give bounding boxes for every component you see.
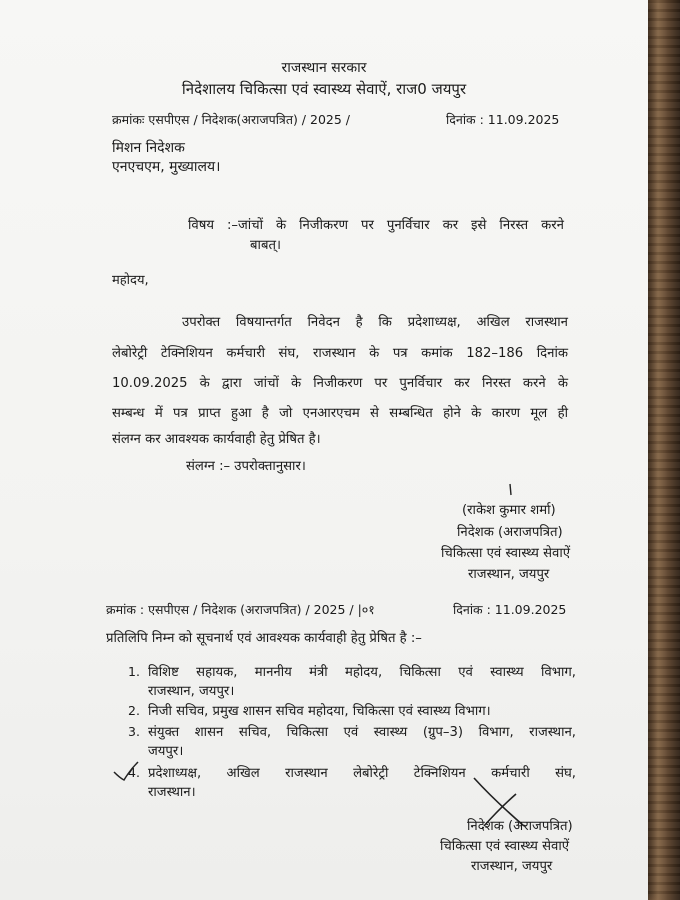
govt-heading: राजस्थान सरकार [281, 60, 367, 76]
recipient-title: मिशन निदेशक [112, 140, 185, 156]
copy-item-line: निजी सचिव, प्रमुख शासन सचिव महोदया, चिकित्सा एवं स्वास्थ्य विभाग। [148, 704, 491, 719]
copy-item-line: राजस्थान, जयपुर। [148, 684, 235, 699]
copy-reference-date: दिनांक : 11.09.2025 [453, 602, 567, 617]
signatory-name: (राकेश कुमार शर्मा) [462, 503, 556, 518]
reference-date: दिनांक : 11.09.2025 [446, 112, 560, 127]
signature-tick-mark [506, 483, 514, 497]
signatory-department: चिकित्सा एवं स्वास्थ्य सेवाऐं [441, 546, 571, 561]
copy-item-line: जयपुर। [148, 744, 184, 759]
copy-item-number: 3. [128, 724, 140, 739]
copy-item-line: प्रदेशाध्यक्ष, अखिल राजस्थान लेबोरेट्री टेक्निशियन कर्मचारी संघ, [148, 766, 576, 781]
reference-number: क्रमांकः एसपीएस / निदेशक(अराजपत्रित) / 2025 / [112, 112, 350, 127]
copy-item-line: राजस्थान। [148, 785, 196, 800]
copy-item-number: 1. [128, 664, 140, 679]
copy-intro: प्रतिलिपि निम्न को सूचनार्थ एवं आवश्यक कार्यवाही हेतु प्रेषित है :– [106, 631, 422, 646]
body-line: 10.09.2025 के द्वारा जांचों के निजीकरण पर पुनर्विचार कर निरस्त करने के [112, 376, 568, 391]
subject-continuation: बाबत्। [250, 238, 281, 253]
signatory-designation: निदेशक (अराजपत्रित) [457, 525, 563, 540]
signatory-place: राजस्थान, जयपुर [468, 567, 550, 582]
copy-item-number: 2. [128, 703, 140, 718]
enclosure-note: संलग्न :– उपरोक्तानुसार। [186, 459, 306, 474]
recipient-office: एनएचएम, मुख्यालय। [112, 159, 221, 175]
body-line: संलग्न कर आवश्यक कार्यवाही हेतु प्रेषित है। [112, 432, 321, 447]
body-line: सम्बन्ध में पत्र प्राप्त हुआ है जो एनआरएचम से सम्बन्धित होने के कारण मूल ही [112, 406, 568, 421]
salutation: महोदय, [112, 273, 149, 288]
copy-item-number: 4. [128, 765, 140, 780]
subject-line: विषय :–जांचों के निजीकरण पर पुनर्विचार कर इसे निरस्त करने [188, 218, 564, 233]
handwritten-tick-mark [112, 760, 140, 782]
office-heading: निदेशालय चिकित्सा एवं स्वास्थ्य सेवाऐं, राज0 जयपुर [181, 80, 467, 98]
copy-reference-number: क्रमांक : एसपीएस / निदेशक (अराजपत्रित) / 2025 / |०१ [106, 602, 375, 617]
signatory2-designation: निदेशक (अराजपत्रित) [467, 819, 573, 834]
signatory2-place: राजस्थान, जयपुर [471, 859, 553, 874]
body-line: उपरोक्त विषयान्तर्गत निवेदन है कि प्रदेशाध्यक्ष, अखिल राजस्थान [182, 315, 568, 330]
body-line: लेबोरेट्री टेक्निशियन कर्मचारी संघ, राजस्थान के पत्र कमांक 182–186 दिनांक [112, 346, 568, 361]
copy-item-line: विशिष्ट सहायक, माननीय मंत्री महोदय, चिकित्सा एवं स्वास्थ्य विभाग, [148, 665, 576, 680]
copy-item-line: संयुक्त शासन सचिव, चिकित्सा एवं स्वास्थ्य (ग्रुप–3) विभाग, राजस्थान, [148, 725, 576, 740]
signatory2-department: चिकित्सा एवं स्वास्थ्य सेवाऐं [440, 839, 570, 854]
